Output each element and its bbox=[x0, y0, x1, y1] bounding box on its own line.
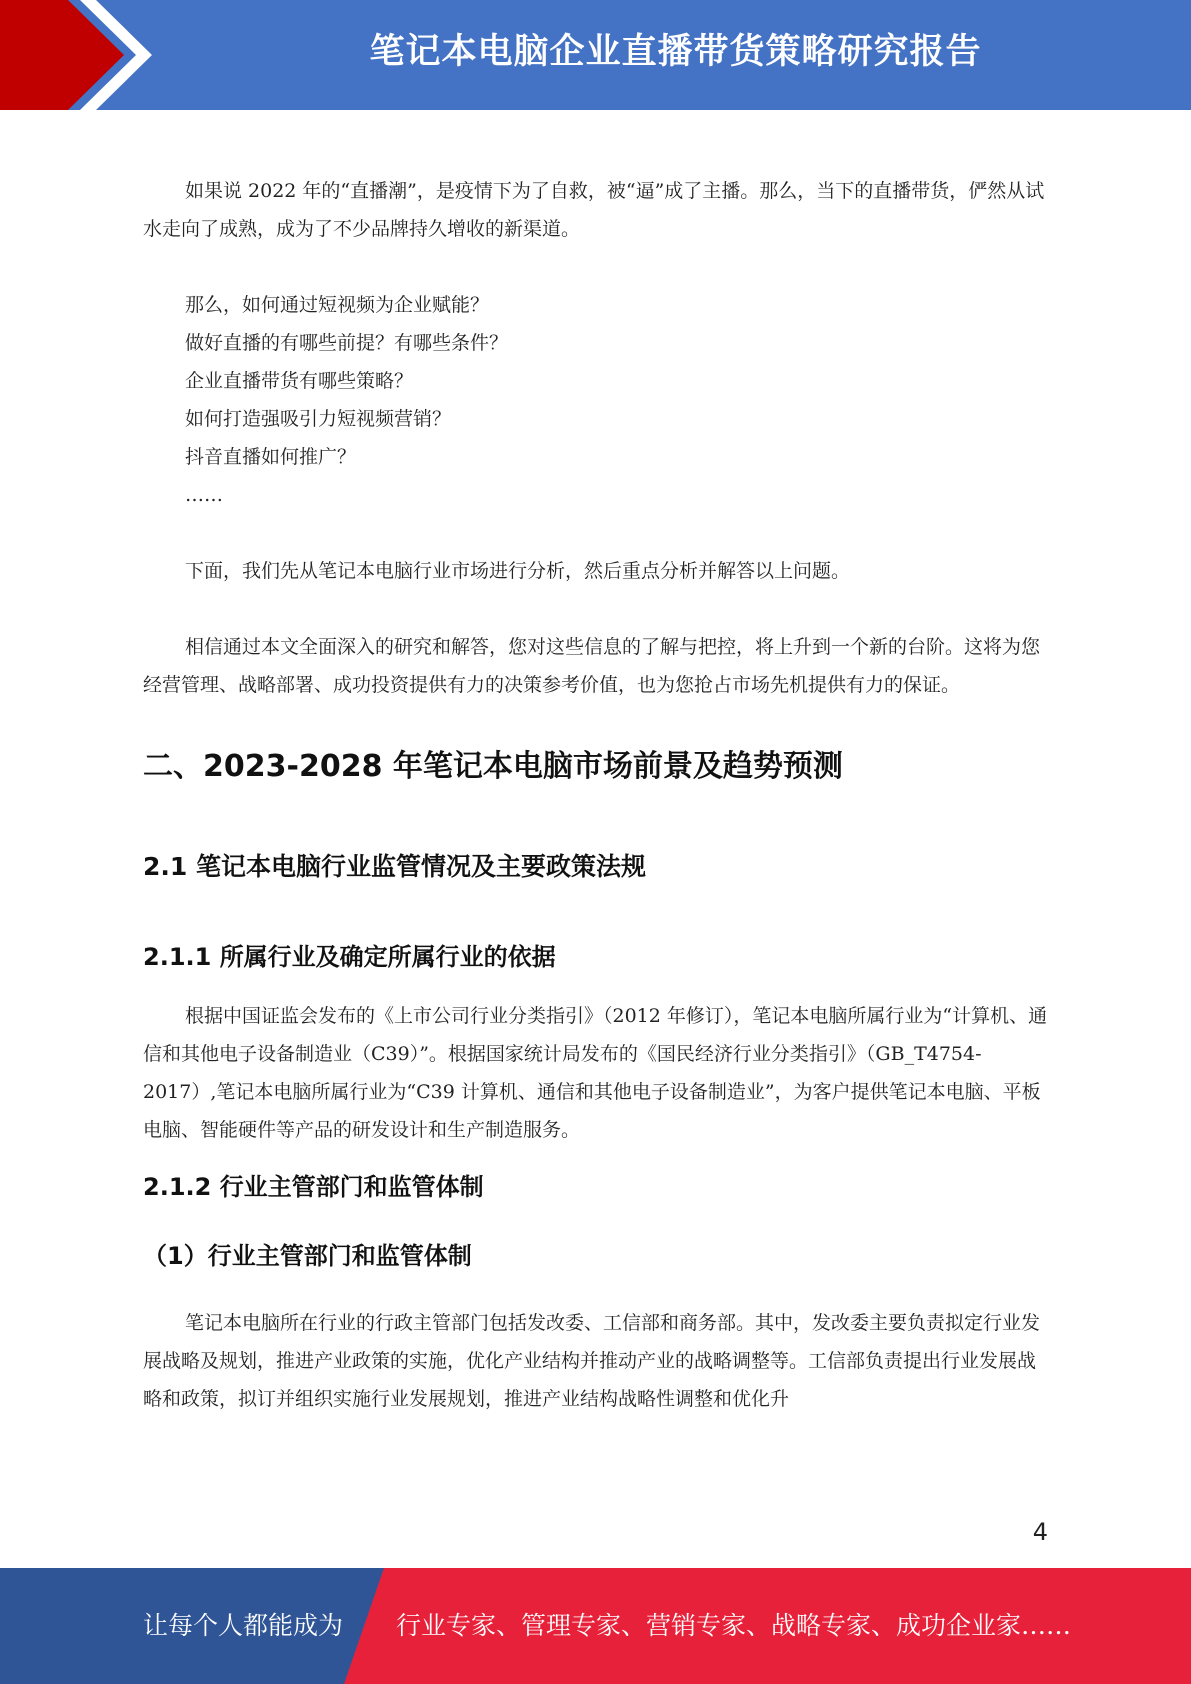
list-item: 抖音直播如何推广？ bbox=[185, 446, 357, 468]
footer-slogan-right: 行业专家、管理专家、营销专家、战略专家、成功企业家…… bbox=[396, 1611, 1072, 1640]
list-item: …… bbox=[185, 484, 223, 506]
header-chevron-decoration bbox=[0, 0, 160, 110]
page-number: 4 bbox=[1032, 1518, 1048, 1546]
question-list bbox=[143, 286, 1048, 514]
value-paragraph: 相信通过本文全面深入的研究和解答，您对这些信息的了解与把控，将上升到一个新的台阶。这将为您经营管理、战略部署、成功投资提供有力的决策参考价值，也为您抢占市场先机提供有力的保证。 bbox=[143, 636, 1041, 696]
section-2-1-heading: 2.1 笔记本电脑行业监管情况及主要政策法规 bbox=[143, 852, 646, 881]
report-title: 笔记本电脑企业直播带货策略研究报告 bbox=[369, 32, 982, 72]
intro-paragraph: 如果说 2022 年的“直播潮”，是疫情下为了自救，被“逼”成了主播。那么，当下的直播带货，俨然从试水走向了成熟，成为了不少品牌持久增收的新渠道。 bbox=[143, 180, 1045, 240]
footer-slogan-left: 让每个人都能成为 bbox=[143, 1611, 344, 1640]
list-item: 做好直播的有哪些前提？有哪些条件？ bbox=[185, 332, 509, 354]
regulator-paragraph: 笔记本电脑所在行业的行政主管部门包括发改委、工信部和商务部。其中，发改委主要负责拟定行业发展战略及规划，推进产业政策的实施，优化产业结构并推动产业的战略调整等。工信部负责提出行业发展战略和政策，拟订并组织实施行业发展规划，推进产业结构战略性调整和优化升 bbox=[143, 1312, 1041, 1410]
section-2-1-2-heading: 2.1.2 行业主管部门和监管体制 bbox=[143, 1173, 484, 1201]
page-header bbox=[0, 0, 1191, 110]
list-item: 如何打造强吸引力短视频营销？ bbox=[185, 408, 452, 430]
list-item: 那么，如何通过短视频为企业赋能？ bbox=[185, 294, 490, 316]
analysis-intro-paragraph: 下面，我们先从笔记本电脑行业市场进行分析，然后重点分析并解答以上问题。 bbox=[185, 560, 851, 582]
page-footer bbox=[0, 1568, 1191, 1684]
list-item: 企业直播带货有哪些策略？ bbox=[185, 370, 414, 392]
section-2-1-1-heading: 2.1.1 所属行业及确定所属行业的依据 bbox=[143, 943, 556, 971]
subsection-1-heading: （1）行业主管部门和监管体制 bbox=[143, 1242, 472, 1270]
page-content bbox=[143, 172, 1048, 1418]
section-2-heading: 二、2023-2028 年笔记本电脑市场前景及趋势预测 bbox=[143, 749, 843, 784]
industry-basis-paragraph: 根据中国证监会发布的《上市公司行业分类指引》（2012 年修订），笔记本电脑所属行业为“计算机、通信和其他电子设备制造业（C39）”。根据国家统计局发布的《国民经济行业分类指引》（GB_T4754-2017）,笔记本电脑所属行业为“C39 计算机、通信和其他电子设备制造业”，为客户提供笔记本电脑、平板电脑、智能硬件等产品的研发设计和生产制造服务。 bbox=[143, 1005, 1048, 1141]
